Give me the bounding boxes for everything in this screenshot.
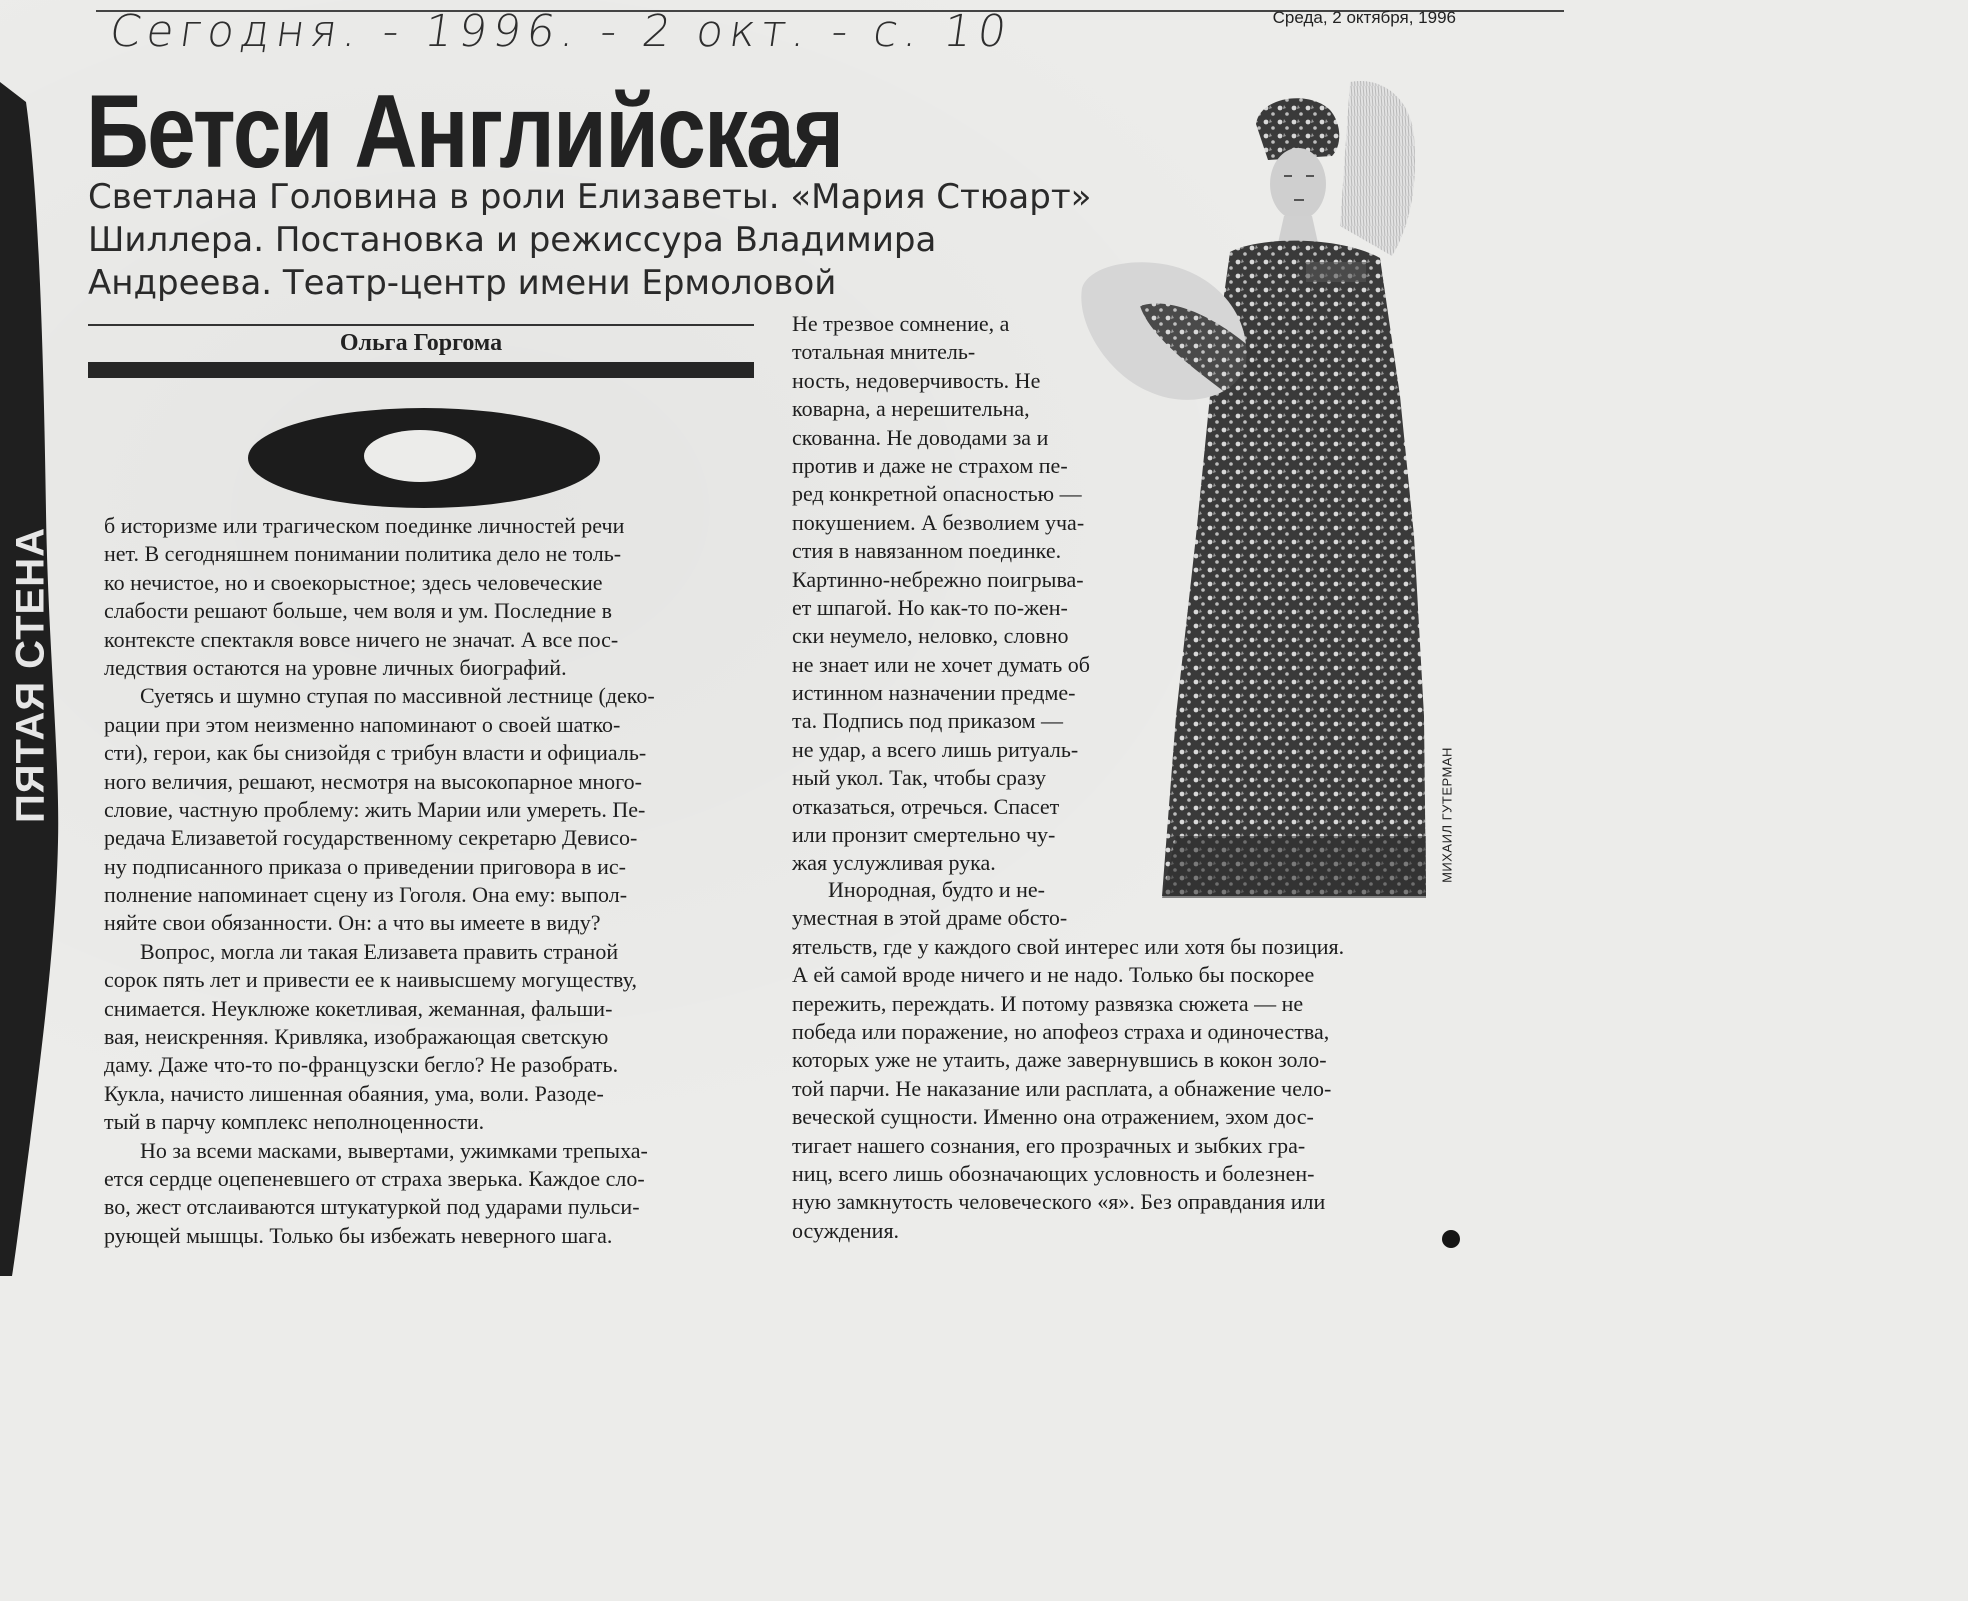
text-line: б историзме или трагическом поединке личностей речи [104, 513, 625, 538]
text-line: ного величия, решают, несмотря на высокопарное много- [104, 768, 642, 794]
text-line: ется сердце оцепеневшего от страха зверька. Каждое сло- [104, 1165, 645, 1191]
text-line: редача Елизаветой государственному секретарю Девисо- [104, 825, 638, 851]
deck-line: Светлана Головина в роли Елизаветы. «Мария Стюарт» [88, 177, 1092, 217]
text-line: осуждения. [792, 1217, 900, 1243]
actress-photo [1080, 76, 1430, 906]
rubric-text: ПЯТАЯ СТЕНА [8, 527, 53, 823]
text-line: ную замкнутость человеческого «я». Без оправдания или [792, 1189, 1326, 1215]
text-line: ред конкретной опасностью — [792, 481, 1082, 507]
article-column-left [104, 512, 756, 1250]
text-line: вая, неискренняя. Кривляка, изображающая светскую [104, 1024, 609, 1050]
text-line: слабости решают больше, чем воля и ум. Последние в [104, 598, 612, 624]
text-line: ятельств, где у каждого свой интерес или хотя бы позиция. [792, 933, 1345, 959]
text-line: той парчи. Не наказание или расплата, а обнажение чело- [792, 1075, 1332, 1101]
byline-bar [88, 362, 754, 378]
text-line: Вопрос, могла ли такая Елизавета править страной [140, 938, 619, 964]
text-line: стия в навязанном поединке. [792, 538, 1062, 564]
text-line: или пронзит смертельно чу- [792, 822, 1056, 848]
text-line: коварна, а нерешительна, [792, 396, 1030, 422]
text-line: даму. Даже что-то по-французски бегло? Не разобрать. [104, 1052, 619, 1078]
text-line: та. Подпись под приказом — [792, 708, 1064, 734]
text-line: полнение напоминает сцену из Гоголя. Она ему: выпол- [104, 882, 628, 908]
text-line: Картинно-небрежно поигрыва- [792, 566, 1084, 592]
photo-credit [1434, 720, 1460, 910]
deck-line: Андреева. Театр-центр имени Ермоловой [88, 263, 837, 303]
text-line: ски неумело, неловко, словно [792, 623, 1069, 649]
text-line: жая услужливая рука. [792, 850, 996, 876]
handwritten-source-note: Сегодня. - 1996. - 2 окт. - с. 10 [106, 6, 1016, 57]
byline: Ольга Горгома [339, 330, 503, 356]
text-line: веческой сущности. Именно она отражением, эхом дос- [792, 1104, 1314, 1130]
end-of-article-mark [1442, 1230, 1460, 1248]
text-line: Но за всеми масками, вывертами, ужимками трепыха- [140, 1137, 648, 1163]
rubric-label [6, 520, 56, 830]
byline-rule [88, 324, 754, 326]
text-line: против и даже не страхом пе- [792, 452, 1068, 478]
photo-credit-text: МИХАИЛ ГУТЕРМАН [1439, 747, 1455, 883]
text-line: нет. В сегодняшнем понимании политика дело не толь- [104, 541, 622, 567]
text-line: пережить, переждать. И потому развязка сюжета — не [792, 990, 1304, 1016]
text-line: Кукла, начисто лишенная обаяния, ума, воли. Разоде- [104, 1080, 604, 1106]
issue-date: Среда, 2 октября, 1996 [1272, 8, 1456, 27]
drop-cap [246, 406, 602, 510]
text-line: победа или поражение, но апофеоз страха и одиночества, [792, 1018, 1330, 1044]
article-column-right-bottom [792, 876, 1462, 1245]
deck [88, 176, 1188, 305]
text-line: тый в парчу комплекс неполноценности. [104, 1109, 485, 1135]
text-line: покушением. А безволием уча- [792, 509, 1085, 535]
text-line: ный укол. Так, чтобы сразу [792, 765, 1047, 791]
text-line: тигает нашего сознания, его прозрачных и зыбких гра- [792, 1132, 1306, 1158]
text-line: не знает или не хочет думать об [792, 651, 1090, 677]
text-line: истинном назначении предме- [792, 680, 1076, 706]
text-line: снимается. Неуклюже кокетливая, жеманная, фальши- [104, 995, 613, 1021]
text-line: ниц, всего лишь обозначающих условность и болезнен- [792, 1160, 1315, 1186]
text-line: сти), герои, как бы снизойдя с трибун власти и официаль- [104, 740, 647, 766]
text-line: уместная в этой драме обсто- [792, 905, 1068, 931]
text-line: ет шпагой. Но как-то по-жен- [792, 594, 1068, 620]
text-line: сорок пять лет и привести ее к наивысшему могуществу, [104, 967, 637, 993]
text-line: рующей мышцы. Только бы избежать неверного шага. [104, 1222, 613, 1248]
text-line: ко нечистое, но и своекорыстное; здесь человеческие [104, 569, 603, 595]
deck-line: Шиллера. Постановка и режиссура Владимира [88, 220, 937, 260]
text-line: ну подписанного приказа о приведении приговора в ис- [104, 853, 626, 879]
text-line: контексте спектакля вовсе ничего не значат. А все пос- [104, 626, 619, 652]
text-line: тотальная мнитель- [792, 339, 976, 365]
text-line: Инородная, будто и не- [828, 877, 1046, 902]
text-line: Не трезвое сомнение, а [792, 311, 1010, 336]
text-line: которых уже не утаить, даже завернувшись в кокон золо- [792, 1047, 1327, 1073]
text-line: ность, недоверчивость. Не [792, 367, 1041, 393]
text-line: ледствия остаются на уровне личных биографий. [104, 654, 567, 680]
text-line: А ей самой вроде ничего и не надо. Только бы поскорее [792, 962, 1315, 988]
text-line: няйте свои обязанности. Он: а что вы имеете в виду? [104, 910, 601, 936]
text-line: рации при этом неизменно напоминают о своей шатко- [104, 711, 621, 737]
headline: Бетси Английская [86, 74, 843, 190]
text-line: Суетясь и шумно ступая по массивной лестнице (деко- [140, 683, 655, 709]
text-line: не удар, а всего лишь ритуаль- [792, 736, 1079, 762]
text-line: отказаться, отречься. Спасет [792, 793, 1060, 819]
text-line: словие, частную проблему: жить Марии или умереть. Пе- [104, 796, 646, 822]
text-line: скованна. Не доводами за и [792, 424, 1049, 450]
text-line: во, жест отслаиваются штукатуркой под ударами пульси- [104, 1194, 640, 1220]
